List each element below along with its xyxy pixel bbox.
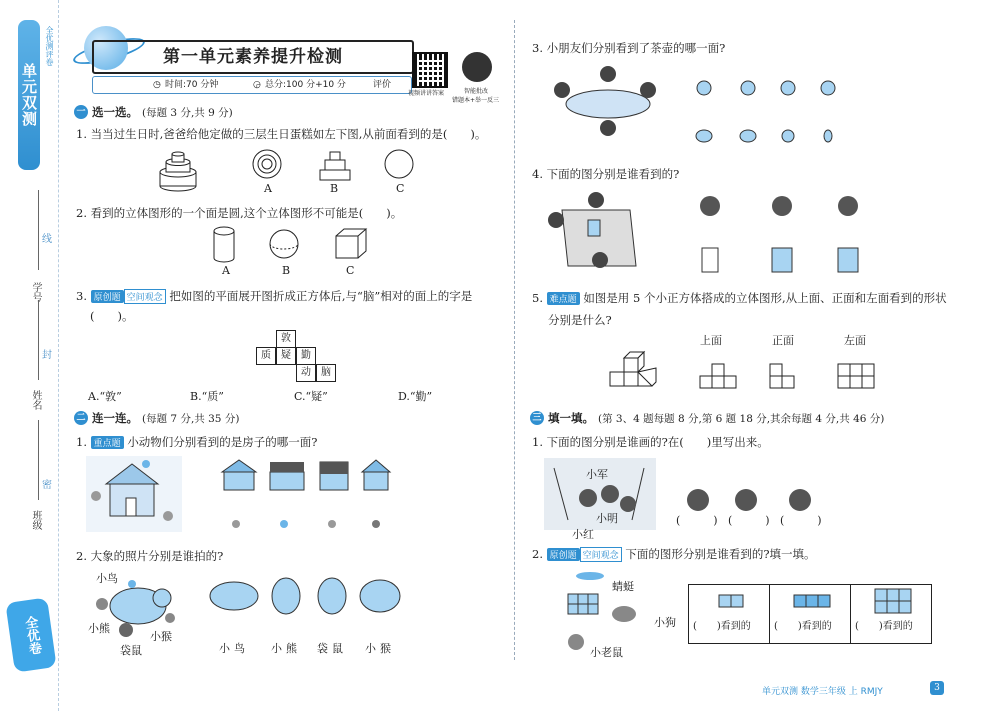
bear-icon [96, 598, 108, 610]
house-view-3 [320, 462, 348, 490]
s1-q1-option-c[interactable]: C [396, 182, 405, 195]
house-view-4 [362, 460, 390, 490]
s1-q1-figures [160, 150, 420, 194]
title-info-bar [92, 76, 412, 94]
dog-icon [612, 606, 636, 622]
view-label-left: 左面 [844, 334, 866, 347]
qr-code-icon[interactable] [412, 52, 448, 88]
teapot-view-2 [741, 81, 755, 95]
s1-q3-choice-b[interactable]: B.“质” [190, 390, 224, 403]
teapot-view-4 [821, 81, 835, 95]
r-q5-line2: 分别是什么? [548, 313, 612, 327]
space-concept-tag: 空间观念 [124, 289, 166, 304]
view-card-1 [702, 248, 718, 272]
table-cell-answer[interactable]: ( )看到的 [693, 621, 751, 632]
cube-views-figure [608, 352, 878, 400]
cube-net [256, 330, 336, 386]
field-class-label: 班级 [30, 510, 41, 530]
page-number: 3 [930, 681, 944, 695]
s2-q1-body: 小动物们分别看到的是房子的哪一面? [127, 435, 318, 449]
child-icon [620, 496, 636, 512]
table-cell [689, 585, 770, 643]
cylinder-figure [214, 227, 234, 262]
left-view [838, 364, 874, 388]
net-cell: 动 [296, 364, 316, 382]
rating-label: 评价 [373, 80, 392, 90]
child-icon [592, 252, 608, 268]
s3-q2-line [532, 546, 816, 562]
s1-q2-figures [212, 226, 372, 266]
s1-q2-option-c[interactable]: C [346, 264, 355, 277]
s1-q1-option-b[interactable]: B [330, 182, 339, 195]
photo-label-kangaroo: 袋鼠 [317, 642, 347, 655]
animal-icon [163, 511, 173, 521]
r-q5-number: 5. [532, 291, 543, 305]
cake-figure [160, 152, 196, 191]
s1-q3-blank[interactable]: ( )。 [90, 309, 134, 323]
section2-number: 二 [74, 411, 88, 425]
r-q4-text: 4. 下面的图分别是谁看到的? [532, 167, 680, 181]
sphere-figure [270, 230, 298, 258]
smart-grading-icon[interactable] [462, 52, 492, 82]
s3-q1-blank-1[interactable]: ( ) [676, 514, 718, 527]
child-icon [640, 82, 656, 98]
teapot-view-7 [782, 130, 794, 142]
photo-label-bird: 小鸟 [219, 642, 249, 655]
cut-mark-seal: 封 [42, 350, 52, 361]
table-cell [770, 585, 851, 643]
series-logo: 全优卷 [5, 597, 56, 672]
teapot-view-3 [781, 81, 795, 95]
view-card-3 [838, 248, 858, 272]
s3-q2-number: 2. [532, 547, 543, 561]
s2-q1-number: 1. [76, 435, 87, 449]
photo-front-view [318, 578, 346, 614]
net-cell: 敦 [276, 330, 296, 348]
bird-icon [280, 520, 288, 528]
section3-title: 填一填。 [548, 411, 594, 425]
name-xiaoming: 小明 [596, 512, 618, 525]
animal-icon [91, 491, 101, 501]
table-cell [851, 585, 931, 643]
view-label-top: 上面 [700, 334, 722, 347]
s1-q2-option-a[interactable]: A [222, 264, 230, 277]
original-tag-2: 原创题 [547, 548, 580, 561]
section1-number: 一 [74, 105, 88, 119]
animal-mouse: 小老鼠 [590, 646, 623, 659]
photo-side-view [360, 580, 400, 612]
r-q5-body: 如图是用 5 个小正方体搭成的立体图形,从上面、正面和左面看到的形状 [583, 291, 947, 305]
child-icon [588, 192, 604, 208]
s2-q1-figures [86, 456, 376, 532]
s1-q3-choice-c[interactable]: C.“疑” [294, 390, 328, 403]
front-view [770, 364, 794, 388]
s1-q3-number: 3. [76, 289, 87, 303]
section1-title: 选一选。 [92, 105, 138, 119]
head-views [684, 488, 824, 512]
section3-note: (第 3、4 题每题 8 分,第 6 题 18 分,其余每题 4 分,共 46 分) [598, 412, 885, 425]
net-cell: 质 [256, 347, 276, 365]
section1-heading [74, 104, 233, 120]
view-card-2 [772, 248, 792, 272]
s3-q1-blank-2[interactable]: ( ) [728, 514, 770, 527]
field-name-line[interactable] [38, 300, 39, 380]
r-q3-text: 3. 小朋友们分别看到了茶壶的哪一面? [532, 41, 726, 55]
s3-q1-blank-3[interactable]: ( ) [780, 514, 822, 527]
time-limit: 时间:70 分钟 [165, 80, 219, 90]
field-class-line[interactable] [38, 420, 39, 500]
r-q5-line1 [532, 290, 947, 306]
child-icon [579, 489, 597, 507]
block-group [568, 594, 598, 614]
option-a-concentric-circles [253, 150, 281, 178]
child-icon [601, 485, 619, 503]
clock-icon: ◷ [153, 80, 161, 90]
kangaroo-icon [119, 623, 133, 637]
house-view-1 [222, 460, 256, 490]
option-c-circle [385, 150, 413, 178]
s3-q2-body: 下面的图形分别是谁看到的?填一填。 [625, 547, 816, 561]
section3-number: 三 [530, 411, 544, 425]
table-cell-answer[interactable]: ( )看到的 [855, 621, 913, 632]
animal-icon [372, 520, 380, 528]
table-cell-answer[interactable]: ( )看到的 [774, 621, 832, 632]
s1-q2-text: 2. 看到的立体图形的一个面是圆,这个立体图形不可能是( )。 [76, 206, 403, 220]
teapot-view-8 [824, 130, 832, 142]
s1-q3-line1 [76, 288, 472, 304]
space-concept-tag-2: 空间观念 [580, 547, 622, 562]
page-title: 第一单元素养提升检测 [92, 40, 414, 74]
s3-q1-text: 1. 下面的图分别是谁画的?在( )里写出来。 [532, 435, 769, 449]
isometric-cubes [610, 352, 656, 386]
animal-dog: 小狗 [654, 616, 676, 629]
page-divider [514, 20, 515, 660]
top-view [700, 364, 736, 388]
field-name-label: 姓名 [30, 390, 41, 410]
binding-margin [0, 0, 59, 711]
monkey-icon [165, 613, 175, 623]
scene-monkey-label: 小猴 [150, 630, 172, 643]
child-icon [600, 66, 616, 82]
animal-dragonfly: 蜻蜓 [612, 580, 634, 593]
s1-q3-choice-d[interactable]: D.“勤” [398, 390, 433, 403]
s1-q1-option-a[interactable]: A [264, 182, 272, 195]
head-side-view [735, 489, 757, 511]
child-icon [554, 82, 570, 98]
section1-note: (每题 3 分,共 9 分) [142, 106, 233, 119]
s2-q2-text: 2. 大象的照片分别是谁拍的? [76, 549, 224, 563]
field-student-id-line[interactable] [38, 190, 39, 270]
brand-subtitle: 全优测评卷 [45, 26, 54, 66]
difficult-tag: 难点题 [547, 292, 580, 305]
head-back-view [687, 489, 709, 511]
photo-label-bear: 小熊 [271, 642, 301, 655]
s1-q3-choice-a[interactable]: A.“敦” [88, 390, 122, 403]
bird-icon [142, 460, 150, 468]
s1-q3-body: 把如图的平面展开图折成正方体后,与“脑”相对的面上的字是 [169, 289, 473, 303]
elephant-photos [210, 574, 400, 616]
smart-grading-label: 智能批改 [464, 88, 489, 95]
teapot-scene [548, 64, 838, 154]
photo-top-view [210, 582, 258, 610]
photo-back-view [272, 578, 300, 614]
photo-label-monkey: 小猴 [365, 642, 395, 655]
house-view-2 [270, 462, 304, 490]
section2-title: 连一连。 [92, 411, 138, 425]
child-face-1 [700, 196, 720, 216]
smart-grading-caption: 错题本+举一反三 [452, 97, 500, 104]
cut-mark-line: 线 [42, 234, 52, 245]
net-cell: 勤 [296, 347, 316, 365]
section2-note: (每题 7 分,共 35 分) [142, 412, 240, 425]
section3-heading [530, 410, 884, 426]
net-cell: 疑 [276, 347, 296, 365]
s1-q2-option-b[interactable]: B [282, 264, 291, 277]
animal-icon [328, 520, 336, 528]
view-label-front: 正面 [772, 334, 794, 347]
mouse-icon [568, 634, 584, 650]
footer-text: 单元双测 数学三年级 上 RMJY [762, 687, 883, 697]
section2-heading [74, 410, 239, 426]
name-xiaohong: 小红 [572, 528, 594, 541]
s2-q1-line [76, 434, 317, 450]
teapot-view-6 [740, 130, 756, 142]
qr-caption: 视频讲讲答案 [408, 90, 445, 97]
child-icon [600, 120, 616, 136]
scene-bird-label: 小鸟 [96, 572, 118, 585]
view-six-squares [875, 589, 911, 613]
brand-logo: 单元双测 [18, 20, 40, 170]
view-two-squares [719, 595, 743, 609]
cut-mark-secret: 密 [42, 480, 52, 491]
teapot-view-1 [697, 81, 711, 95]
name-xiaojun: 小军 [586, 468, 608, 481]
scene-bear-label: 小熊 [88, 622, 110, 635]
original-tag: 原创题 [91, 290, 124, 303]
child-icon [548, 212, 564, 228]
view-three-squares [794, 595, 830, 609]
scene-kangaroo-label: 袋鼠 [120, 644, 142, 657]
field-student-id-label: 学号 [30, 282, 41, 302]
dragonfly-icon [576, 572, 604, 580]
net-cell: 脑 [316, 364, 336, 382]
s1-q1-text: 1. 当当过生日时,爸爸给他定做的三层生日蛋糕如左下图,从前面看到的是( )。 [76, 127, 487, 141]
teapot-view-5 [696, 130, 712, 142]
head-front-view [789, 489, 811, 511]
key-question-tag: 重点题 [91, 436, 124, 449]
cube-figure [336, 229, 366, 258]
bird-icon [128, 580, 136, 588]
total-score: 总分:100 分+10 分 [265, 80, 346, 90]
child-face-2 [772, 196, 792, 216]
view-answer-table [688, 584, 932, 644]
observer-scene [544, 190, 864, 276]
option-b-stacked-rectangles [320, 152, 350, 180]
animal-icon [232, 520, 240, 528]
score-icon: ◶ [253, 80, 261, 90]
child-face-3 [838, 196, 858, 216]
